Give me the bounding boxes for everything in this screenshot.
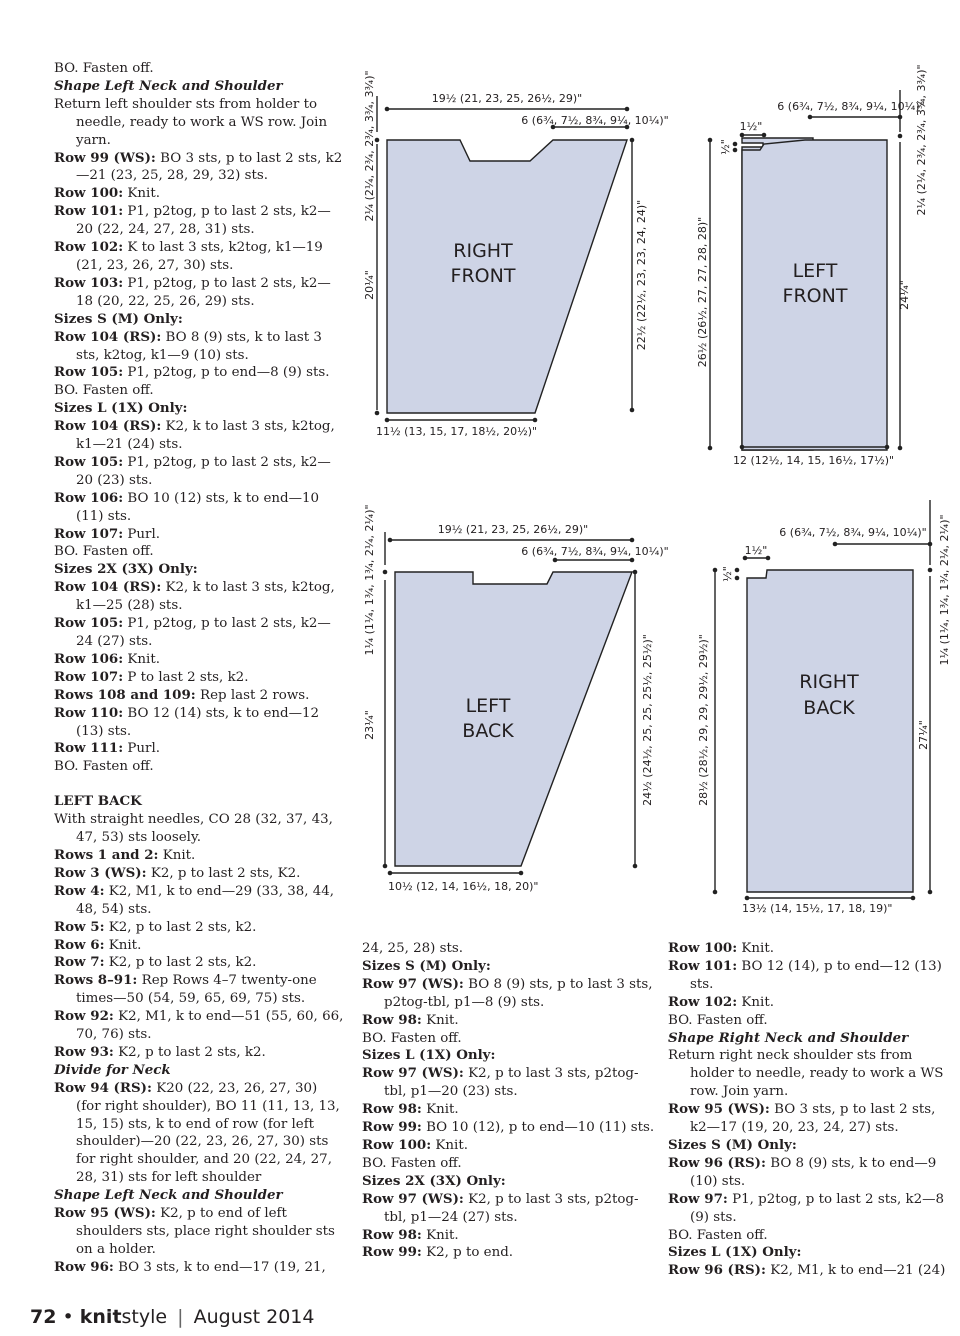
left-back-right-height: 24½ (24½, 25, 25, 25½, 25½)" [641, 634, 654, 806]
row-instruction: 24, 25, 28) sts. [362, 941, 464, 956]
right-back-piece [747, 570, 913, 892]
row-label: Row 111: [54, 740, 124, 757]
left-back-left-height: 23¼" [363, 710, 376, 740]
pattern-line [54, 687, 344, 705]
row-label: Row 7: [54, 954, 105, 971]
section-heading: Sizes S (M) Only: [54, 310, 183, 327]
row-instruction: K2, p to last 2 sts, k2. [104, 955, 257, 971]
row-instruction: Return right neck shoulder sts from holder to needle, ready to work a WS row. Join yarn. [668, 1048, 944, 1100]
row-instruction: Knit. [431, 1137, 468, 1153]
row-instruction: BO 10 (12), p to end—10 (11) sts. [421, 1120, 655, 1136]
row-instruction: BO. Fasten off. [362, 1030, 462, 1046]
page-footer [30, 1306, 314, 1328]
row-label: Row 102: [54, 239, 124, 256]
pattern-line [54, 919, 344, 937]
row-label: Row 4: [54, 882, 105, 899]
row-instruction: Return left shoulder sts from holder to needle, ready to work a WS row. Join yarn. [54, 96, 328, 148]
section-heading: Shape Left Neck and Shoulder [54, 1187, 283, 1204]
row-label: Row 105: [54, 453, 124, 470]
row-label: Row 107: [54, 525, 124, 542]
left-front-bottom-width: 12 (12½, 14, 15, 16½, 17½)" [733, 454, 895, 467]
pattern-line [54, 1205, 344, 1259]
page-number: 72 [30, 1306, 57, 1328]
row-label: Row 100: [54, 185, 124, 202]
brand-light: style [121, 1306, 168, 1328]
pattern-line [668, 1030, 953, 1048]
row-label: Row 103: [54, 274, 124, 291]
left-back-top-width: 19½ (21, 23, 25, 26½, 29)" [437, 523, 589, 536]
row-instruction: K2, M1, k to end—29 (33, 38, 44, 48, 54) sts. [76, 883, 335, 917]
pattern-line [668, 958, 953, 994]
row-instruction: Knit. [158, 847, 196, 863]
row-instruction: BO 3 sts, p to last 2 sts, k2—21 (23, 25, 28, 29, 32) sts. [76, 150, 343, 184]
row-label: Row 107: [54, 668, 124, 685]
row-label: Rows 1 and 2: [54, 846, 159, 863]
footer-separator: | [177, 1306, 184, 1328]
row-instruction: P1, p2tog, p to last 2 sts, k2—20 (23) sts. [76, 454, 331, 488]
left-back-label-2: BACK [462, 720, 514, 742]
row-label: Row 98: [362, 1226, 422, 1243]
row-label: Row 106: [54, 489, 124, 506]
pattern-line [54, 454, 344, 490]
row-instruction: K2, p to last 2 sts, k2. [113, 1044, 266, 1060]
row-instruction: Knit. [421, 1102, 459, 1118]
left-front-neck-depth: ½" [719, 139, 732, 155]
pattern-line [668, 1101, 953, 1137]
row-label: Row 6: [54, 936, 105, 953]
row-instruction: P1, p2tog, p to end—8 (9) sts. [123, 365, 330, 381]
row-instruction: BO. Fasten off. [54, 383, 154, 399]
pattern-line [54, 579, 344, 615]
pattern-line [668, 1227, 953, 1245]
right-front-bottom-width: 11½ (13, 15, 17, 18½, 20½)" [376, 425, 538, 438]
pattern-line [362, 1012, 657, 1030]
section-heading: Shape Left Neck and Shoulder [54, 77, 283, 94]
row-instruction: K2, p to end of left shoulders sts, place right shoulder sts on a holder. [76, 1206, 335, 1257]
row-label: Row 110: [54, 704, 124, 721]
pattern-line [362, 1191, 657, 1227]
pattern-line [362, 1244, 657, 1262]
row-label: Row 95 (WS): [668, 1101, 770, 1118]
text-column-middle [362, 940, 657, 1262]
pattern-line [362, 976, 657, 1012]
left-front-shoulder-width: 6 (6¾, 7½, 8¾, 9¼, 10¼)" [777, 100, 925, 113]
right-front-shoulder-width: 6 (6¾, 7½, 8¾, 9¼, 10¼)" [521, 114, 669, 127]
row-label: Row 105: [54, 615, 124, 632]
left-front-shoulder-height: 2¼ (2¼, 2¾, 2¾, 3¾, 3¾)" [915, 64, 928, 216]
row-instruction: BO 10 (12) sts, k to end—10 (11) sts. [76, 490, 320, 524]
row-instruction: K2, p to last 2 sts, K2. [146, 865, 301, 881]
pattern-line [54, 937, 344, 955]
row-instruction: Knit. [737, 994, 774, 1010]
pattern-line [54, 185, 344, 203]
right-front-label-1: RIGHT [453, 240, 513, 262]
row-label: Row 5: [54, 918, 105, 935]
left-back-bottom-width: 10½ (12, 14, 16½, 18, 20)" [388, 880, 539, 893]
pattern-line [54, 78, 344, 96]
right-front-left-height: 20¼" [363, 270, 376, 300]
text-column-left [54, 60, 344, 1277]
pattern-line [54, 400, 344, 418]
row-label: Row 104 (RS): [54, 418, 162, 435]
row-instruction: P1, p2tog, p to last 2 sts, k2—24 (27) sts. [76, 616, 331, 649]
row-instruction: Knit. [104, 937, 142, 953]
row-label: Row 98: [362, 1101, 422, 1118]
pattern-line [54, 96, 344, 150]
pattern-line [54, 972, 344, 1008]
row-instruction: K2, M1, k to end—21 (24) [765, 1263, 946, 1279]
pattern-line [54, 740, 344, 758]
schematic-diagrams [355, 60, 960, 920]
row-instruction: BO 3 sts, k to end—17 (19, 21, [113, 1259, 326, 1275]
pattern-line [54, 543, 344, 561]
section-heading: Sizes 2X (3X) Only: [54, 561, 198, 578]
pattern-line [668, 1155, 953, 1191]
pattern-line [54, 669, 344, 687]
row-label: Row 106: [54, 650, 124, 667]
row-instruction: BO 8 (9) sts, p to last 3 sts, p2tog-tbl, p1—8 (9) sts. [384, 976, 653, 1010]
row-instruction: Purl. [123, 526, 160, 542]
left-back-label-1: LEFT [465, 695, 511, 717]
pattern-line [362, 1065, 657, 1101]
row-label: Rows 8–91: [54, 972, 138, 989]
row-instruction: BO 8 (9) sts, k to end—9 (10) sts. [690, 1155, 937, 1189]
left-front-label-1: LEFT [792, 260, 838, 282]
row-label: Row 101: [54, 203, 124, 220]
section-heading: LEFT BACK [54, 793, 142, 810]
section-heading: Sizes S (M) Only: [668, 1136, 797, 1153]
pattern-line [362, 1173, 657, 1191]
pattern-line [362, 1227, 657, 1245]
pattern-line [54, 382, 344, 400]
row-instruction: Knit. [123, 651, 160, 667]
row-instruction: K to last 3 sts, k2tog, k1—19 (21, 23, 26, 27, 30) sts. [76, 240, 323, 273]
row-instruction: K2, p to last 3 sts, p2tog-tbl, p1—24 (27) sts. [384, 1191, 639, 1225]
right-back-neck-width: 1½" [744, 544, 768, 557]
pattern-line [54, 239, 344, 275]
row-instruction: Knit. [421, 1012, 459, 1028]
right-front-right-height: 22½ (22½, 23, 23, 24, 24)" [635, 199, 648, 351]
left-front-left-height: 26½ (26½, 27, 27, 28, 28)" [696, 216, 709, 368]
row-label: Row 96 (RS): [668, 1262, 766, 1279]
row-instruction: BO 8 (9) sts, k to last 3 sts, k2tog, k1—9 (10) sts. [76, 329, 322, 363]
pattern-line [668, 1262, 953, 1280]
row-label: Row 100: [668, 940, 738, 956]
pattern-line [54, 651, 344, 669]
pattern-line [54, 1008, 344, 1044]
right-back-shoulder-height: 1¼ (1¼, 1¾, 1¾, 2¼, 2¼)" [938, 514, 951, 666]
pattern-line [54, 490, 344, 526]
row-instruction: P1, p2tog, p to last 2 sts, k2—8 (9) sts. [690, 1191, 945, 1225]
row-instruction: K2, M1, k to end—51 (55, 60, 66, 70, 76) sts. [76, 1009, 344, 1043]
pattern-line [54, 954, 344, 972]
section-heading: Shape Right Neck and Shoulder [668, 1029, 909, 1046]
row-instruction: BO. Fasten off. [54, 759, 154, 775]
row-instruction: With straight needles, CO 28 (32, 37, 43, 47, 53) sts loosely. [54, 812, 333, 846]
text-column-right [668, 940, 953, 1280]
schematic-left-front [696, 64, 928, 467]
schematic-right-back [697, 500, 951, 915]
pattern-line [54, 1080, 344, 1187]
pattern-line [54, 418, 344, 454]
pattern-line [54, 883, 344, 919]
row-label: Row 95 (WS): [54, 1205, 156, 1222]
schematic-right-front [363, 70, 669, 438]
pattern-line [54, 561, 344, 579]
pattern-line [362, 1101, 657, 1119]
row-label: Row 94 (RS): [54, 1079, 152, 1096]
row-instruction: BO. Fasten off. [668, 1012, 768, 1028]
footer-bullet: • [62, 1306, 74, 1328]
pattern-line [668, 1137, 953, 1155]
row-label: Row 99: [362, 1119, 422, 1136]
right-back-bottom-width: 13½ (14, 15½, 17, 18, 19)" [742, 902, 893, 915]
pattern-line [362, 1155, 657, 1173]
pattern-line [668, 940, 953, 958]
pattern-line [54, 275, 344, 311]
row-instruction: P to last 2 sts, k2. [123, 669, 249, 685]
pattern-line [54, 203, 344, 239]
right-front-label-2: FRONT [450, 265, 516, 287]
right-front-shoulder-height: 2¼ (2¼, 2¾, 2¾, 3¾, 3¾)" [363, 70, 376, 222]
pattern-line [54, 526, 344, 544]
row-label: Row 100: [362, 1136, 432, 1153]
row-label: Row 102: [668, 993, 738, 1010]
pattern-line [54, 705, 344, 741]
right-back-right-height: 27¼" [917, 720, 930, 750]
pattern-line [54, 793, 344, 811]
row-instruction: K2, p to end. [421, 1245, 514, 1261]
row-label: Row 92: [54, 1008, 114, 1025]
left-back-piece [395, 572, 632, 866]
section-heading: Sizes L (1X) Only: [668, 1244, 802, 1261]
row-instruction: BO 12 (14), p to end—12 (13) sts. [690, 958, 942, 992]
row-label: Row 105: [54, 364, 124, 381]
pattern-line [54, 1062, 344, 1080]
issue-date: August 2014 [193, 1306, 315, 1328]
pattern-line [362, 958, 657, 976]
row-instruction: P1, p2tog, p to last 2 sts, k2—20 (22, 24, 27, 28, 31) sts. [76, 204, 331, 238]
row-instruction: K2, k to last 3 sts, k2tog, k1—25 (28) sts. [76, 580, 335, 614]
row-instruction: K2, p to last 2 sts, k2. [104, 919, 257, 935]
pattern-line [54, 150, 344, 186]
right-back-label-1: RIGHT [799, 671, 859, 693]
pattern-line [54, 1044, 344, 1062]
right-back-neck-depth: ½" [721, 566, 734, 582]
pattern-line [54, 364, 344, 382]
section-heading: Sizes 2X (3X) Only: [362, 1172, 506, 1189]
pattern-line [54, 811, 344, 847]
right-front-top-width: 19½ (21, 23, 25, 26½, 29)" [431, 92, 583, 105]
row-instruction: Rep Rows 4–7 twenty-one times—50 (54, 59, 65, 69, 75) sts. [76, 973, 317, 1007]
pattern-line [362, 1137, 657, 1155]
schematic-left-back [363, 504, 669, 893]
left-back-shoulder-height: 1¼ (1¼, 1¾, 1¾, 2¼, 2¼)" [363, 504, 376, 656]
row-label: Row 97: [668, 1190, 728, 1207]
row-label: Row 96: [54, 1258, 114, 1275]
row-label: Row 97 (WS): [362, 1065, 464, 1082]
row-label: Row 97 (WS): [362, 1190, 464, 1207]
pattern-line [362, 1119, 657, 1137]
pattern-line [668, 1244, 953, 1262]
pattern-line [362, 940, 657, 958]
row-instruction: BO. Fasten off. [54, 544, 154, 560]
row-instruction: Purl. [123, 741, 160, 757]
left-front-label-2: FRONT [782, 285, 848, 307]
pattern-line [54, 758, 344, 776]
row-label: Row 99 (WS): [54, 149, 156, 166]
row-instruction: BO. Fasten off. [54, 61, 154, 76]
pattern-line [54, 1187, 344, 1205]
row-label: Row 101: [668, 957, 738, 974]
left-back-shoulder-width: 6 (6¾, 7½, 8¾, 9¼, 10¼)" [521, 545, 669, 558]
row-instruction: Knit. [737, 941, 774, 956]
row-instruction: Rep last 2 rows. [195, 687, 310, 703]
row-instruction: K20 (22, 23, 26, 27, 30) (for right shoulder), BO 11 (11, 13, 13, 15, 15) sts, k to end of row (for left shoulder)—20 (22, 23, 26, 27, 30) sts for right shoulder, and 20 (22, 24, 27, 28, 31) sts for left shoulder [76, 1080, 340, 1186]
pattern-line [54, 865, 344, 883]
pattern-line [54, 615, 344, 651]
right-back-shoulder-width: 6 (6¾, 7½, 8¾, 9¼, 10¼)" [779, 526, 927, 539]
row-instruction: BO. Fasten off. [362, 1155, 462, 1171]
section-heading: Sizes L (1X) Only: [362, 1047, 496, 1064]
row-instruction: Knit. [123, 186, 160, 202]
left-front-right-height: 24¼" [898, 280, 911, 310]
row-label: Row 97 (WS): [362, 975, 464, 992]
row-label: Row 93: [54, 1043, 114, 1060]
right-back-label-2: BACK [803, 697, 855, 719]
row-label: Row 99: [362, 1244, 422, 1261]
pattern-line [54, 847, 344, 865]
row-label: Row 3 (WS): [54, 864, 147, 881]
row-label: Row 104 (RS): [54, 328, 162, 345]
row-label: Row 104 (RS): [54, 579, 162, 596]
row-label: Row 96 (RS): [668, 1154, 766, 1171]
pattern-line [54, 311, 344, 329]
row-label: Rows 108 and 109: [54, 686, 196, 703]
pattern-line [54, 60, 344, 78]
row-instruction: BO 12 (14) sts, k to end—12 (13) sts. [76, 705, 320, 739]
section-heading: Sizes S (M) Only: [362, 957, 491, 974]
pattern-line [54, 1259, 344, 1277]
row-label: Row 98: [362, 1011, 422, 1028]
row-instruction: P1, p2tog, p to last 2 sts, k2—18 (20, 22, 25, 26, 29) sts. [76, 275, 331, 309]
section-heading: Sizes L (1X) Only: [54, 400, 188, 417]
brand-bold: knit [79, 1306, 122, 1328]
section-heading: Divide for Neck [54, 1061, 171, 1078]
row-instruction: Knit. [421, 1227, 459, 1243]
right-back-left-height: 28½ (28½, 29, 29, 29½, 29½)" [697, 634, 710, 806]
row-instruction: K2, k to last 3 sts, k2tog, k1—21 (24) sts. [76, 419, 335, 453]
pattern-line [668, 1012, 953, 1030]
left-front-neck-width: 1½" [739, 120, 763, 133]
row-instruction: BO. Fasten off. [668, 1227, 768, 1243]
pattern-line [362, 1030, 657, 1048]
pattern-line [54, 329, 344, 365]
row-instruction: BO 3 sts, p to last 2 sts, k2—17 (19, 20, 23, 24, 27) sts. [690, 1102, 936, 1136]
row-instruction: K2, p to last 3 sts, p2tog-tbl, p1—20 (23) sts. [384, 1066, 639, 1100]
pattern-line [668, 1047, 953, 1101]
pattern-line [668, 994, 953, 1012]
pattern-line [668, 1191, 953, 1227]
pattern-line [362, 1047, 657, 1065]
